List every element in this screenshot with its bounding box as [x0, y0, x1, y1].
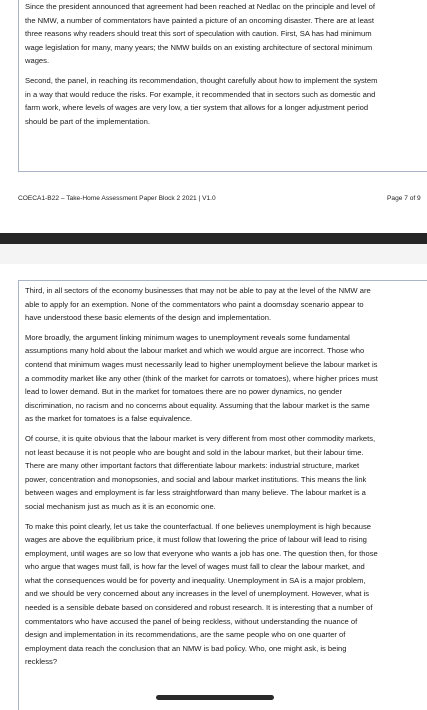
paragraph-4: More broadly, the argument linking minimum wages to unemployment reveals some fundamental assumptions many hold about the labour market and which we would argue are incorrect. Those who contend that minimum wages must necessarily lead to higher unemployment believe the labour market is a commodity market like any other (think of the market for carrots or tomatoes), where higher prices must lead to lower demand. But in the market for tomatoes there are no power dynamics, no gender discrimination, no racism and no concerns about equality. Assuming that the labour market is the same as the market for tomatoes is a false equivalence. [25, 332, 378, 424]
footer-page-number: Page 7 of 9 [387, 195, 421, 202]
paragraph-5: Of course, it is quite obvious that the labour market is very different from most other commodity markets, not least because it is not people who are bought and sold in the labour market, but their labour time. There are many other important factors that differentiate labour markets: industrial structure, market power, concentration and monopsonies, and social and labour market institutions. This means the link between wages and employment is far less straightforward than many believe. The labour market is a social mechanism just as much as it is an economic one. [25, 433, 376, 511]
paragraph-6: To make this point clearly, let us take the counterfactual. If one believes unemployment is high because wages are above the equilibrium price, it must follow that lowering the price of labour will lead to rising employment, until wages are so low that everyone who wants a job has one. The question then, for those who argue that wages must fall, is how far the level of wages must fall to clear the labour market, and what the consequences would be for poverty and inequality. Unemployment in SA is a major problem, and we should be very concerned about any increases in the level of unemployment. However, what is needed is a sensible debate based on considered and robust research. It is interesting that a number of commentators who have accused the panel of being reckless, without understanding the nuance of design and implementation in its recommendations, are the same people who on one quarter of employment data reach the conclusion that an NMW is bad policy. Who, one might ask, is being reckless? [25, 521, 378, 667]
paragraph-1: Since the president announced that agreement had been reached at Nedlac on the principle and level of the NMW, a number of commentators have painted a picture of an oncoming disaster. There are at least three reasons why readers should treat this sort of speculation with caution. First, SA has had minimum wage legislation for many, many years; the NMW builds on an existing architecture of sectoral minimum wages. [25, 2, 375, 66]
page-gap [0, 244, 427, 264]
paragraph-3: Third, in all sectors of the economy businesses that may not be able to pay at the level of the NMW are able to apply for an exemption. None of the commentators who paint a doomsday scenario appear to have understood these basic elements of the design and implementation. [25, 286, 371, 323]
page-separator [0, 233, 427, 244]
scrollbar-thumb[interactable] [156, 695, 274, 700]
paragraph-2: Second, the panel, in reaching its recommendation, thought carefully about how to implement the system in a way that would reduce the risks. For example, it recommended that in sectors such as domestic and farm work, where levels of wages are very low, a tier system that allows for a longer adjustment period should be part of the implementation. [25, 75, 378, 126]
text-frame-bottom [18, 280, 427, 710]
document-page-7 [0, 0, 427, 232]
text-frame-top [18, 0, 427, 172]
footer-document-code: COECA1-B22 – Take-Home Assessment Paper Block 2 2021 | V1.0 [18, 195, 216, 202]
page-footer [18, 194, 427, 204]
